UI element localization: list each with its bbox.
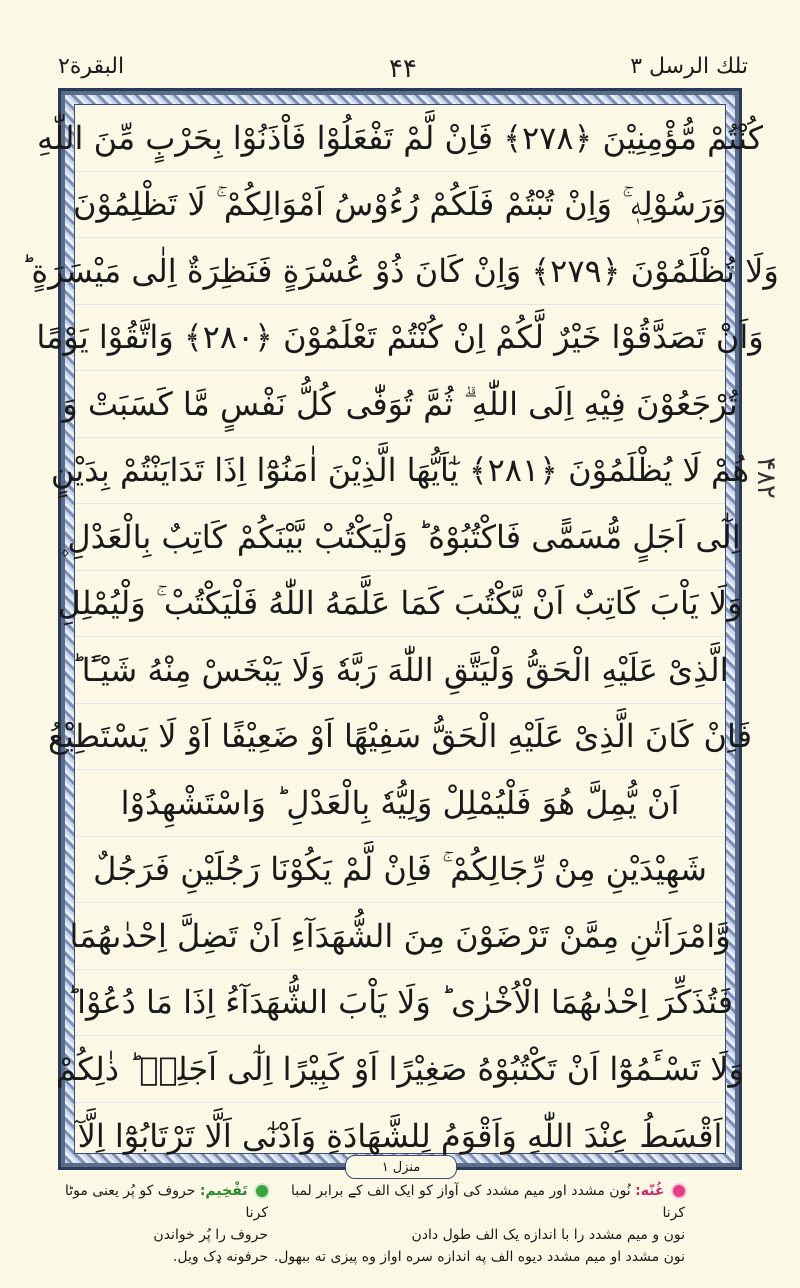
ruku-marker: ۴٨٢ [751, 457, 781, 499]
footnotes [0, 1180, 800, 1280]
tafkheem-def-urdu: حروف کو پُر یعنی موٹا کرنا [64, 1183, 268, 1221]
verse-line-15: وَلَا تَسْـَٔمُوْٓا اَنْ تَكْتُبُوْهُ صَغِيْرًا اَوْ كَبِيْرًا اِلٰٓى اَجَلِهٖ ؕ ذٰلِكُمْ [75, 1036, 725, 1103]
surah-name: البقرة٢ [58, 54, 125, 79]
verse-line-14: فَتُذَكِّرَ اِحْدٰىهُمَا الْاُخْرٰى ؕ وَلَا يَاْبَ الشُّهَدَآءُ اِذَا مَا دُعُوْا ؕ [75, 970, 725, 1037]
verse-line-13: وَّامْرَاَتٰنِ مِمَّنْ تَرْضَوْنَ مِنَ الشُّهَدَآءِ اَنْ تَضِلَّ اِحْدٰىهُمَا [75, 903, 725, 970]
manzil-label: منزل ١ [345, 1155, 457, 1179]
verse-line-3: وَلَا تُظْلَمُوْنَ ﴿٢٧٩﴾ وَاِنْ كَانَ ذُوْ عُسْرَةٍ فَنَظِرَةٌ اِلٰى مَيْسَرَةٍ ؕ [75, 238, 725, 305]
verse-line-2: وَرَسُوْلِهٖ ۚ وَاِنْ تُبْتُمْ فَلَكُمْ رُءُوْسُ اَمْوَالِكُمْ ۚ لَا تَظْلِمُوْنَ [75, 172, 725, 239]
ghunnah-def-persian: نون و میم مشدد را با اندازه یک الف طول دادن [411, 1227, 685, 1243]
ghunnah-note [265, 1180, 685, 1268]
juz-name: تلك الرسل ٣ [630, 54, 748, 79]
ghunnah-term: غُنّه: [635, 1183, 665, 1199]
page-number: ۴۴ [389, 54, 417, 84]
verse-line-11: اَنْ يُّمِلَّ هُوَ فَلْيُمْلِلْ وَلِيُّهٗ بِالْعَدْلِ ؕ وَاسْتَشْهِدُوْا [75, 770, 725, 837]
verse-line-1: كُنْتُمْ مُّؤْمِنِيْنَ ﴿٢٧٨﴾ فَاِنْ لَّمْ تَفْعَلُوْا فَاْذَنُوْا بِحَرْبٍ مِّنَ اللّٰهِ [75, 105, 725, 172]
tafkheem-note [58, 1180, 268, 1268]
verse-line-5: تُرْجَعُوْنَ فِيْهِ اِلَى اللّٰهِ ۗ ثُمَّ تُوَفّٰى كُلُّ نَفْسٍ مَّا كَسَبَتْ وَ [75, 371, 725, 438]
pink-dot-icon [673, 1185, 685, 1197]
tafkheem-line-1 [58, 1180, 268, 1224]
tafkheem-def-pashto: حرفونه ډک ویل. [172, 1249, 268, 1265]
verse-line-6: هُمْ لَا يُظْلَمُوْنَ ﴿٢٨١﴾ يٰٓاَيُّهَا الَّذِيْنَ اٰمَنُوْٓا اِذَا تَدَايَنْتُمْ بِدَيْنٍ [75, 438, 725, 505]
verse-line-12: شَهِيْدَيْنِ مِنْ رِّجَالِكُمْ ۚ فَاِنْ لَّمْ يَكُوْنَا رَجُلَيْنِ فَرَجُلٌ [75, 837, 725, 904]
verse-line-8: وَلَا يَاْبَ كَاتِبٌ اَنْ يَّكْتُبَ كَمَا عَلَّمَهُ اللّٰهُ فَلْيَكْتُبْ ۚ وَلْيُمْلِلِ [75, 571, 725, 638]
verse-line-9: الَّذِىْ عَلَيْهِ الْحَقُّ وَلْيَتَّقِ اللّٰهَ رَبَّهٗ وَلَا يَبْخَسْ مِنْهُ شَيْـًٔا ؕ [75, 637, 725, 704]
verse-line-7: اِلٰٓى اَجَلٍ مُّسَمًّى فَاكْتُبُوْهُ ؕ وَلْيَكْتُبْ بَّيْنَكُمْ كَاتِبٌ بِالْعَدْلِ ۪ [75, 504, 725, 571]
ghunnah-line-1 [265, 1180, 685, 1224]
ghunnah-def-urdu: نُون مشدد اور میم مشدد کی آواز کو ایک الف کے برابر لمبا کرنا [290, 1183, 685, 1221]
page-header [58, 52, 748, 86]
verse-line-10: فَاِنْ كَانَ الَّذِىْ عَلَيْهِ الْحَقُّ سَفِيْهًا اَوْ ضَعِيْفًا اَوْ لَا يَسْتَطِيْعُ [75, 704, 725, 771]
verse-line-16: اَقْسَطُ عِنْدَ اللّٰهِ وَاَقْوَمُ لِلشَّهَادَةِ وَاَدْنٰٓى اَلَّا تَرْتَابُوْٓا اِلَّآ [77, 1116, 723, 1155]
tafkheem-def-persian: حروف را پُر خواندن [153, 1227, 268, 1243]
green-dot-icon [256, 1185, 268, 1197]
ghunnah-def-pashto: نون مشدد او میم مشدد دیوه الف په اندازه سره اواز وه پیزی ته ببهول. [273, 1249, 685, 1265]
verse-line-4: وَاَنْ تَصَدَّقُوْا خَيْرٌ لَّكُمْ اِنْ كُنْتُمْ تَعْلَمُوْنَ ﴿٢٨٠﴾ وَاتَّقُوْا يَوْمًا [75, 305, 725, 372]
tafkheem-term: تَفْخِيم: [199, 1183, 248, 1199]
